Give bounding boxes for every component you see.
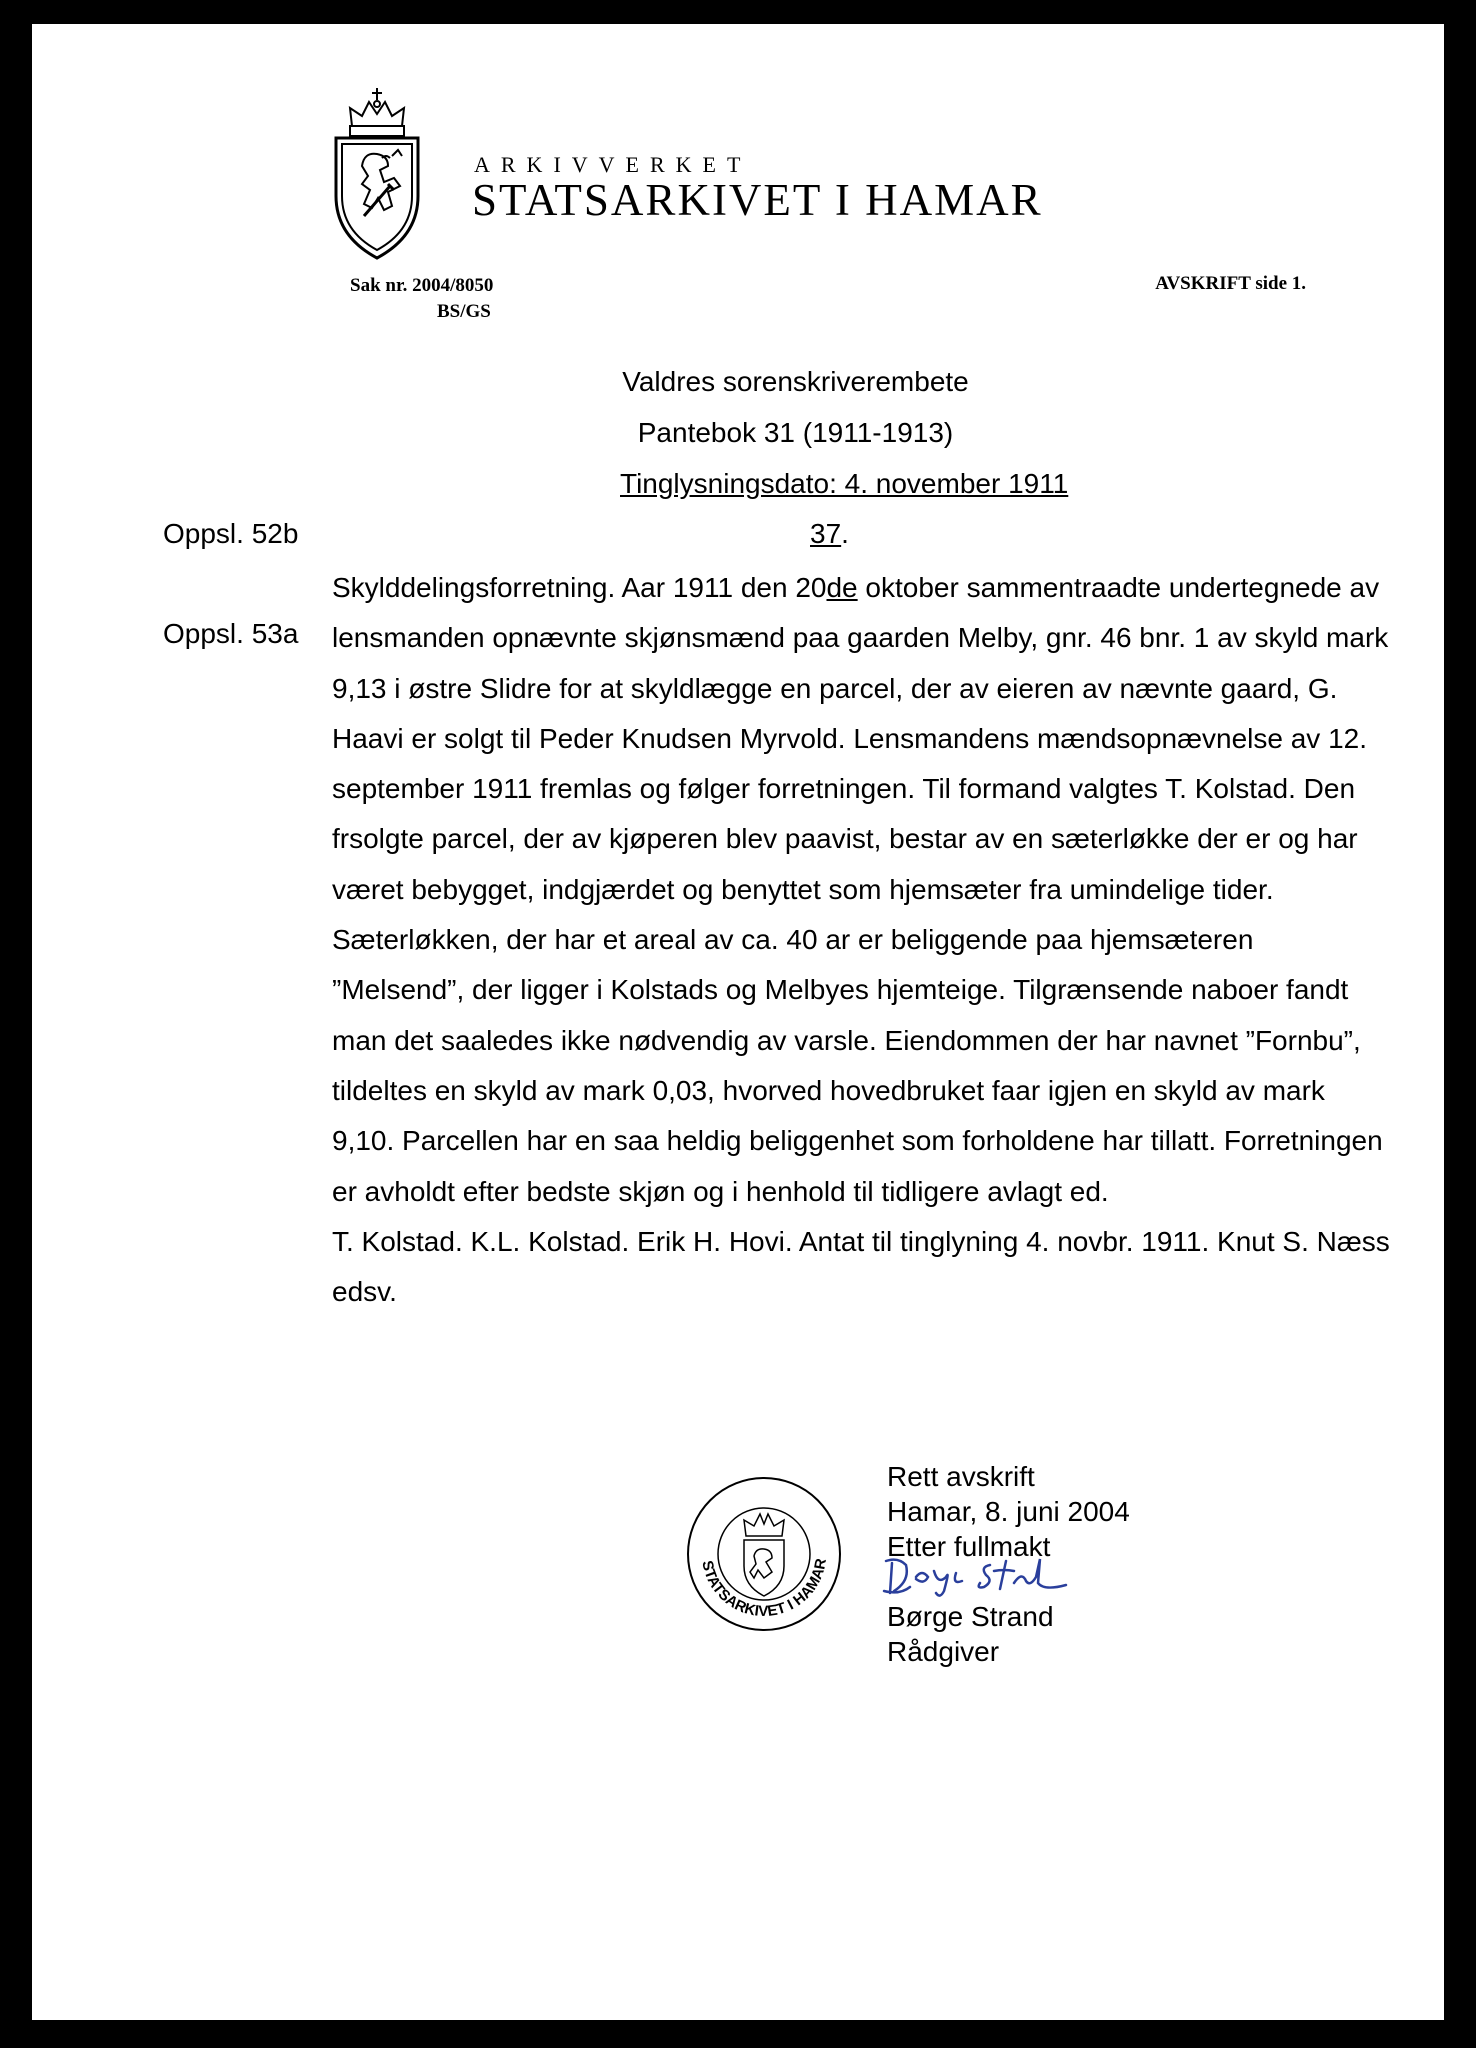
svg-text:STATSARKIVET I HAMAR (698, 1557, 830, 1620)
entry-number-suffix: . (841, 518, 849, 549)
document-page (32, 24, 1444, 2020)
closing-line: Etter fullmakt (887, 1531, 1051, 1562)
stamp-text: STATSARKIVET I HAMAR (698, 1557, 830, 1621)
body-paragraph (332, 563, 1392, 1217)
archive-name: STATSARKIVET I HAMAR (472, 175, 1043, 225)
body-text-rest: oktober sammentraadte undertegnede av lensmanden opnævnte skjønsmænd paa gaarden Melby, gnr. 46 bnr. 1 av skyld mark 9,13 i østre Slidre for at skyldlægge en parcel, der av eieren av nævnte gaard, G. Haavi er solgt til Peder Knudsen Myrvold. Lensmandens mændsopnævnelse av 12. september 1911 fremlas og følger forretningen. Til formand valgtes T. Kolstad. Den frsolgte parcel, der av kjøperen blev paavist, bestar av en sæterløkke der er og har været bebygget, indgjærdet og benyttet som hjemsæter fra umindelige tider. Sæterløkken, der har et areal av ca. 40 ar er beliggende paa hjemsæteren ”Melsend”, der ligger i Kolstads og Melbyes hjemteige. Tilgrænsende naboer fandt man det saaledes ikke nødvendig av varsle. Eiendommen der har navnet ”Fornbu”, tildeltes en skyld av mark 0,03, hvorved hovedbruket faar igjen en skyld av mark 9,10. Parcellen har en saa heldig beliggenhet som forholdene har tillatt. Forretningen er avholdt efter bedste skjøn og i henhold til tidligere avlagt ed. (332, 572, 1389, 1207)
archive-seal-icon (684, 1474, 844, 1634)
transcription-body (332, 563, 1392, 1317)
margin-note: Oppsl. 52b (163, 518, 299, 549)
date-ordinal: de (826, 572, 858, 603)
page-label: AVSKRIFT side 1. (1155, 273, 1306, 294)
closing-line: Rett avskrift (887, 1461, 1035, 1492)
case-number: Sak nr. 2004/8050 (350, 275, 494, 296)
margin-note: Oppsl. 53a (163, 618, 299, 649)
closing-line: Hamar, 8. juni 2004 (887, 1496, 1130, 1527)
entry-number (810, 518, 849, 550)
entry-number-value: 37 (810, 518, 842, 549)
body-text-start: Skylddelingsforretning. Aar 1911 den 20 (332, 572, 827, 603)
book-heading: Pantebok 31 (1911-1913) (637, 417, 954, 448)
case-initials: BS/GS (437, 301, 491, 322)
signer-title: Rådgiver (887, 1636, 1000, 1667)
registration-date: Tinglysningsdato: 4. november 1911 (620, 468, 1069, 499)
organization-name: ARKIVVERKET (474, 152, 752, 177)
court-heading: Valdres sorenskriverembete (622, 366, 969, 397)
norwegian-coat-of-arms-icon (322, 86, 432, 266)
body-paragraph-signatories: T. Kolstad. K.L. Kolstad. Erik H. Hovi. Antat til tinglyning 4. novbr. 1911. Knut S. Næss edsv. (332, 1225, 1390, 1308)
handwritten-signature-icon (880, 1551, 1070, 1601)
case-number-block (350, 273, 493, 325)
signer-name: Børge Strand (887, 1601, 1054, 1632)
